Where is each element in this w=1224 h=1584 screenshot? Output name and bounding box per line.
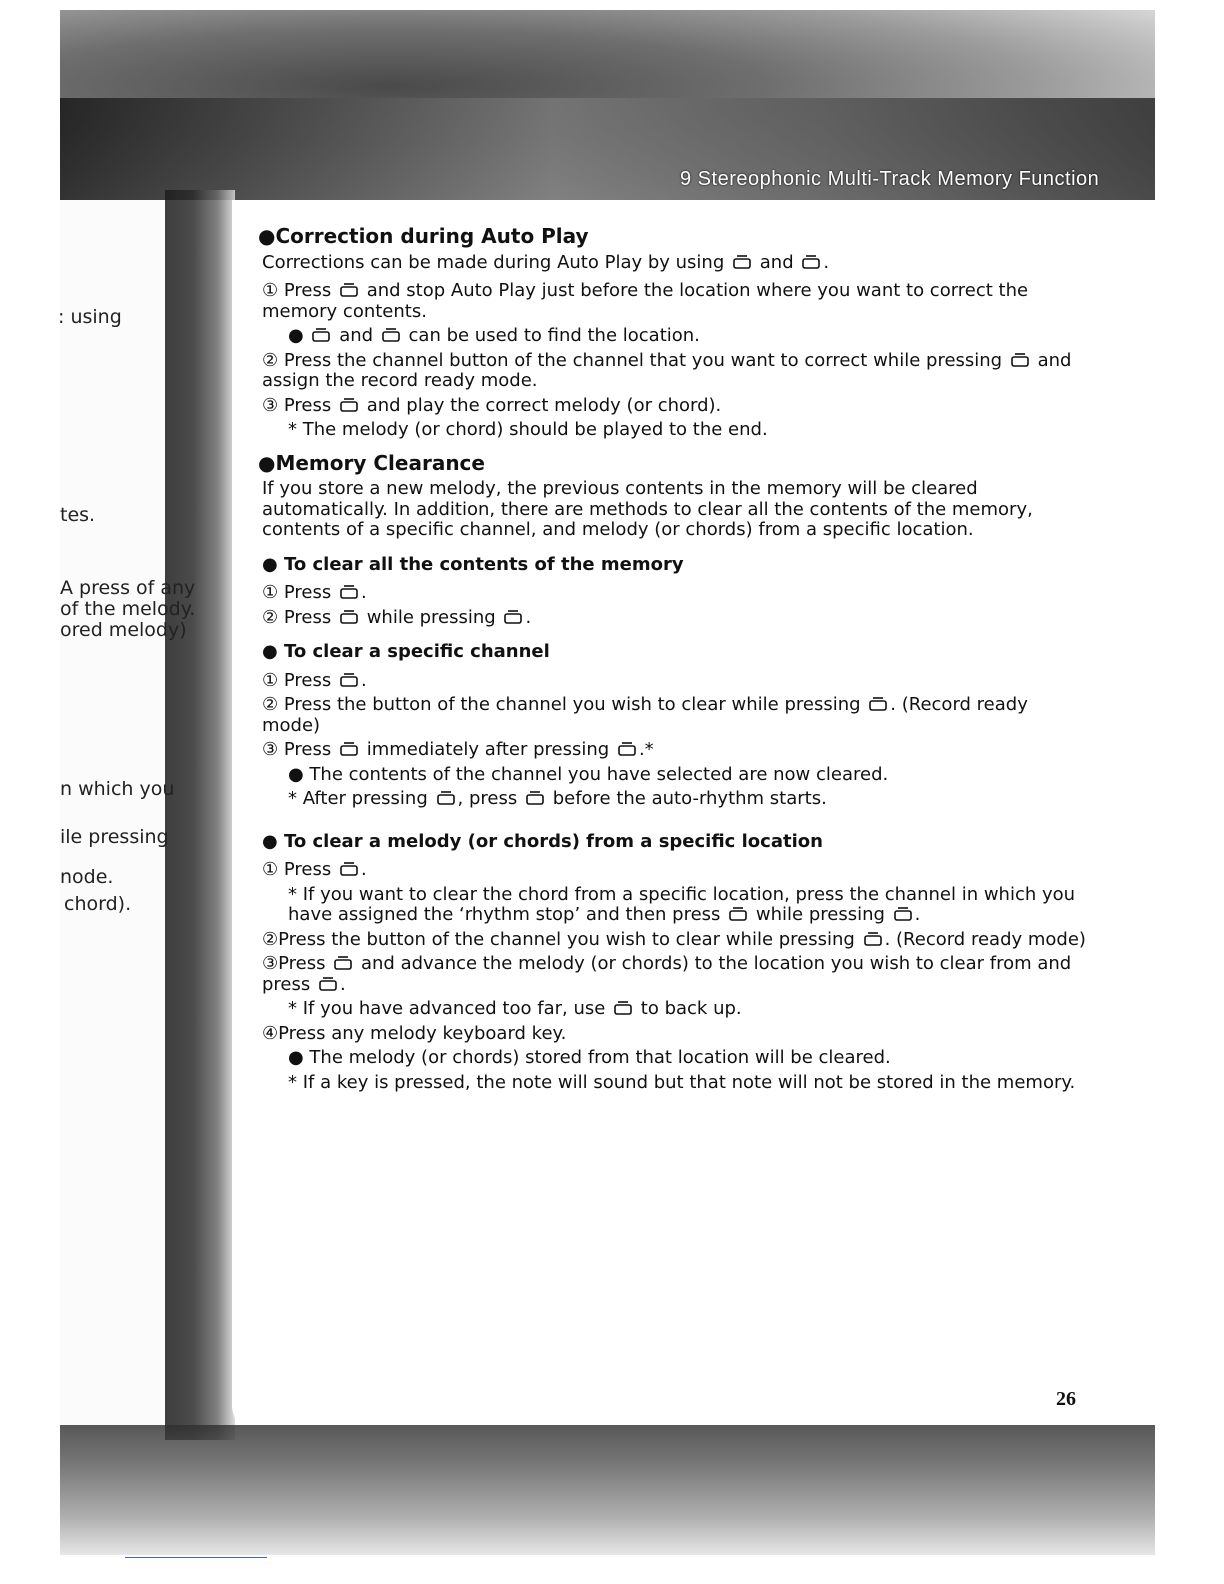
clear-all-step-1: ① Press . <box>262 582 367 603</box>
clear-channel-note-2: * After pressing , press before the auto-rhythm starts. <box>288 788 827 809</box>
left-fragment: chord). <box>64 893 132 915</box>
left-fragment: node. <box>60 866 114 888</box>
clear-channel-step-1: ① Press . <box>262 669 367 691</box>
rew-key-icon <box>613 1000 633 1015</box>
clear-location-step-1: ① Press . <box>262 859 367 880</box>
reset-key-icon <box>339 672 359 687</box>
page-number: 26 <box>1056 1388 1076 1410</box>
reset-key-icon <box>525 790 545 805</box>
pause-key-icon <box>732 254 752 269</box>
clear-location-step-4: ④Press any melody keyboard key. <box>262 1022 567 1044</box>
reset-key-icon <box>339 741 359 756</box>
clear-location-step-2: ②Press the button of the channel you wish to clear while pressing . (Record ready mode) <box>262 928 1086 950</box>
clearance-intro: If you store a new melody, the previous contents in the memory will be cleared automatically. In addition, there are methods to clear all the contents of the memory, contents of a specific channel, and melody (or chords) from a specific location. <box>262 478 1033 540</box>
left-fragment: n which you <box>60 778 175 800</box>
clear-channel-step-2: ② Press the button of the channel you wish to clear while pressing . (Record ready mode) <box>262 694 1028 736</box>
pause-key-icon <box>318 976 338 991</box>
section-heading-correction: ●Correction during Auto Play <box>258 224 589 248</box>
reset-key-icon <box>339 861 359 876</box>
chapter-title: 9 Stereophonic Multi-Track Memory Function <box>680 168 1100 190</box>
reset-key-icon <box>339 584 359 599</box>
correction-step-3: ③ Press and play the correct melody (or chord). <box>262 394 722 416</box>
clear-location-step-3: ③Press and advance the melody (or chords) to the location you wish to clear from and press . <box>262 953 1072 995</box>
selection-underline <box>125 1557 267 1558</box>
left-page <box>60 200 170 1430</box>
record-key-icon <box>1010 352 1030 367</box>
clear-location-note-4: * If a key is pressed, the note will sound but that note will not be stored in the memory. <box>288 1071 1076 1093</box>
main-content <box>258 226 1088 1097</box>
pause-key-icon <box>339 282 359 297</box>
left-fragment: A press of any <box>60 577 196 599</box>
clear-location-note-3: ● The melody (or chords) stored from that location will be cleared. <box>288 1047 891 1068</box>
correction-intro: Corrections can be made during Auto Play by using and . <box>262 251 830 273</box>
clear-location-note-1: * If you want to clear the chord from a specific location, press the channel in which you have assigned the ‘rhythm stop’ and then press while pressing . <box>288 883 1076 925</box>
fwd-key-icon <box>381 327 401 342</box>
subheading-clear-channel: ● To clear a specific channel <box>262 641 550 662</box>
correction-step-2: ② Press the channel button of the channel that you want to correct while pressing and assign the record ready mode. <box>262 349 1072 391</box>
chord-key-icon <box>728 906 748 921</box>
clear-channel-note-1: ● The contents of the channel you have selected are now cleared. <box>288 763 889 785</box>
record-key-icon <box>801 254 821 269</box>
book-spine <box>165 190 235 1440</box>
reset-key-icon <box>339 609 359 624</box>
play-key-icon <box>617 741 637 756</box>
clear-channel-step-3: ③ Press immediately after pressing .* <box>262 739 654 760</box>
record-key-icon <box>868 696 888 711</box>
left-fragment: tes. <box>60 504 96 526</box>
correction-step-1-note: ● and can be used to find the location. <box>288 325 700 346</box>
record-key-icon <box>893 906 913 921</box>
left-fragment: ored melody) <box>60 619 187 641</box>
subheading-clear-all: ● To clear all the contents of the memory <box>262 553 684 575</box>
scan-shadow-bottom <box>60 1425 1155 1555</box>
bullet-icon: ● <box>258 224 276 248</box>
left-fragment: of the melody. <box>60 598 196 620</box>
correction-step-3-note: * The melody (or chord) should be played to the end. <box>288 419 768 440</box>
rew-key-icon <box>311 327 331 342</box>
correction-step-1: ① Press and stop Auto Play just before the location where you want to correct the memory contents. <box>262 280 1029 322</box>
record-key-icon <box>503 609 523 624</box>
left-fragment: ile pressing <box>60 826 169 848</box>
section-heading-clearance: ●Memory Clearance <box>258 450 485 475</box>
pause-key-icon <box>339 397 359 412</box>
play-key-icon <box>436 790 456 805</box>
subheading-clear-location: ● To clear a melody (or chords) from a specific location <box>262 830 823 852</box>
bullet-icon: ● <box>258 450 276 475</box>
left-fragment: : using <box>58 306 122 328</box>
clear-location-note-2: * If you have advanced too far, use to back up. <box>288 998 742 1019</box>
fwd-key-icon <box>333 955 353 970</box>
record-key-icon <box>863 931 883 946</box>
clear-all-step-2: ② Press while pressing . <box>262 606 532 628</box>
